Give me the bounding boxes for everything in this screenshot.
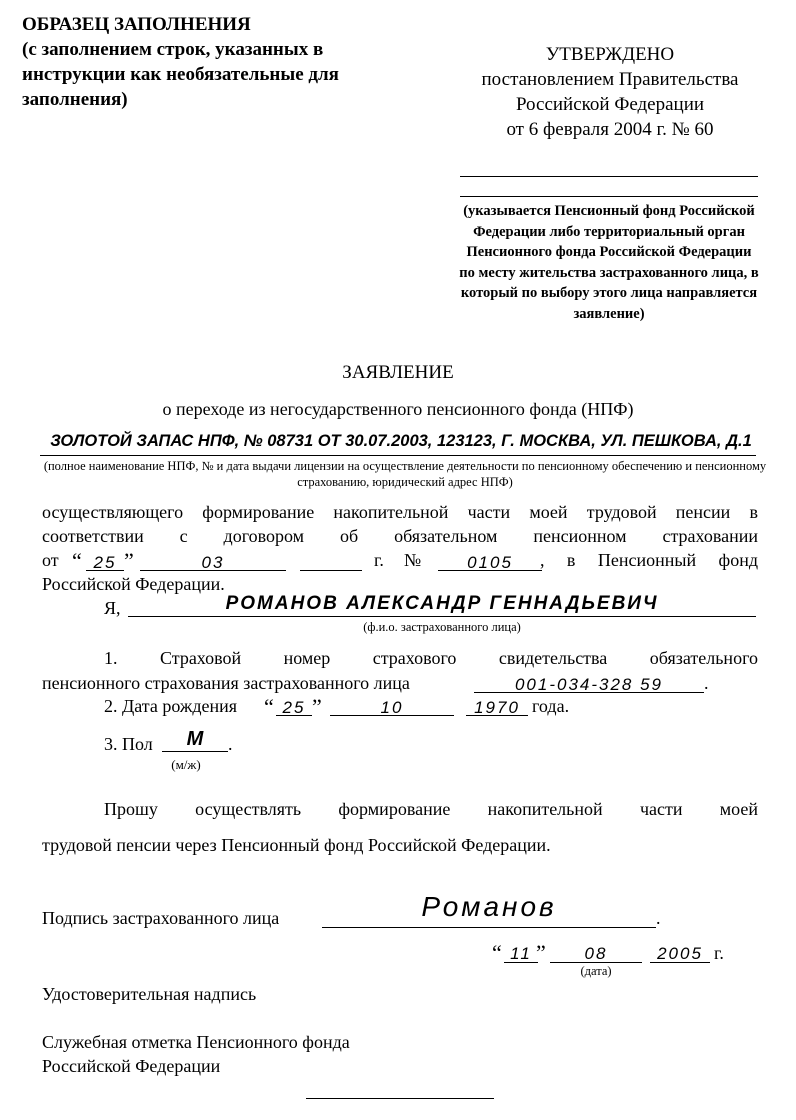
birth-suffix: года. xyxy=(532,696,570,716)
contract-month-line xyxy=(140,570,286,571)
request-line-2: трудовой пенсии через Пенсионный фонд Российской Федерации. xyxy=(42,835,551,855)
sign-year-value[interactable]: 2005 xyxy=(657,944,703,963)
sample-note-line-3: заполнения) xyxy=(22,89,128,110)
contract-day-line xyxy=(86,570,124,571)
sample-note-line-1: (с заполнением строк, указанных в xyxy=(22,39,324,60)
number-sign: № xyxy=(404,550,422,570)
birth-quote-open: “ xyxy=(264,694,274,719)
certification-label: Удостоверительная надпись xyxy=(42,984,257,1004)
item3-period: . xyxy=(228,734,233,754)
i-word: Я, xyxy=(104,598,121,618)
birth-year-line xyxy=(466,715,528,716)
fund-line-1 xyxy=(460,176,758,177)
document-title: ЗАЯВЛЕНИЕ xyxy=(342,362,454,383)
item3-label: 3. Пол xyxy=(104,734,153,754)
birth-month-value[interactable]: 10 xyxy=(380,698,404,717)
sex-line xyxy=(162,751,228,752)
body-line-1: осуществляющего формирование накопительной части моей трудовой пенсии в xyxy=(42,502,758,522)
date-note: (дата) xyxy=(580,964,612,978)
signature-label: Подпись застрахованного лица xyxy=(42,908,280,928)
request-line-1: Прошу осуществлять формирование накопительной части моей xyxy=(104,799,758,819)
sign-year-suffix: г. xyxy=(714,943,724,963)
npf-name-value[interactable]: ЗОЛОТОЙ ЗАПАС НПФ, № 08731 ОТ 30.07.2003, 123123, Г. МОСКВА, УЛ. ПЕШКОВА, Д.1 xyxy=(50,432,752,450)
year-suffix: г. xyxy=(374,550,384,570)
item1-line-1: 1. Страховой номер страхового свидетельства обязательного xyxy=(104,648,758,668)
sign-day-line xyxy=(504,962,538,963)
approved-label: УТВЕРЖДЕНО xyxy=(545,44,675,65)
signature-value[interactable]: Романов xyxy=(421,891,557,922)
body-line-4: Российской Федерации. xyxy=(42,574,225,594)
approved-date: от 6 февраля 2004 г. № 60 xyxy=(506,119,714,140)
item2-label: 2. Дата рождения xyxy=(104,696,238,716)
birth-year-value[interactable]: 1970 xyxy=(474,698,520,717)
sign-day-value[interactable]: 11 xyxy=(510,944,532,963)
to-fund-text: , в Пенсионный фонд xyxy=(540,550,758,570)
npf-name-line xyxy=(40,455,756,456)
full-name-line xyxy=(128,616,756,617)
insurance-number-line xyxy=(474,692,704,693)
contract-number-line xyxy=(438,570,542,571)
item1-period: . xyxy=(704,673,709,693)
service-mark-line xyxy=(306,1098,494,1099)
quote-close: ” xyxy=(124,548,134,573)
sign-quote-close: ” xyxy=(536,940,546,965)
sign-quote-open: “ xyxy=(492,940,502,965)
approved-org: Российской Федерации xyxy=(515,94,705,115)
sample-title: ОБРАЗЕЦ ЗАПОЛНЕНИЯ xyxy=(22,14,251,35)
npf-name-note: (полное наименование НПФ, № и дата выдачи лицензии на осуществление деятельности по пенсионному обеспечению и пенсионному страхованию, юридический адрес НПФ) xyxy=(43,459,767,489)
full-name-note: (ф.и.о. застрахованного лица) xyxy=(363,620,521,634)
sign-month-line xyxy=(550,962,642,963)
service-mark-line-2: Российской Федерации xyxy=(42,1056,221,1076)
body-line-2: соответствии с договором об обязательном пенсионном страховании xyxy=(42,526,758,546)
item1-line-2: пенсионного страхования застрахованного лица xyxy=(42,673,410,693)
document-subtitle: о переходе из негосударственного пенсионного фонда (НПФ) xyxy=(162,399,634,419)
from-word: от xyxy=(42,550,59,570)
contract-number-value[interactable]: 0105 xyxy=(467,553,513,572)
birth-day-line xyxy=(276,715,312,716)
service-mark-line-1: Служебная отметка Пенсионного фонда xyxy=(42,1032,350,1052)
birth-day-value[interactable]: 25 xyxy=(282,698,306,717)
contract-year-line xyxy=(300,570,362,571)
signature-period: . xyxy=(656,908,661,928)
sex-value[interactable]: М xyxy=(186,728,204,750)
sample-note-line-2: инструкции как необязательные для xyxy=(22,64,339,85)
birth-quote-close: ” xyxy=(312,694,322,719)
approved-by: постановлением Правительства xyxy=(481,69,739,90)
insurance-number-value[interactable]: 001-034-328 59 xyxy=(514,675,664,694)
contract-month-value[interactable]: 03 xyxy=(201,553,225,572)
fund-note: (указывается Пенсионный фонд Российской Федерации либо территориальный орган Пенсионного фонда Российской Федерации по месту жительства застрахованного лица, в который по выбору этого лица направляется заявление) xyxy=(459,203,759,322)
approval-block xyxy=(440,42,780,142)
contract-day-value[interactable]: 25 xyxy=(93,553,117,572)
sign-month-value[interactable]: 08 xyxy=(584,944,608,963)
full-name-value[interactable]: РОМАНОВ АЛЕКСАНДР ГЕННАДЬЕВИЧ xyxy=(225,593,659,614)
sample-header xyxy=(22,12,339,112)
sex-note: (м/ж) xyxy=(171,757,201,772)
sign-year-line xyxy=(650,962,710,963)
birth-month-line xyxy=(330,715,454,716)
fund-line-2 xyxy=(460,196,758,197)
signature-line xyxy=(322,927,656,928)
quote-open: “ xyxy=(72,548,82,573)
